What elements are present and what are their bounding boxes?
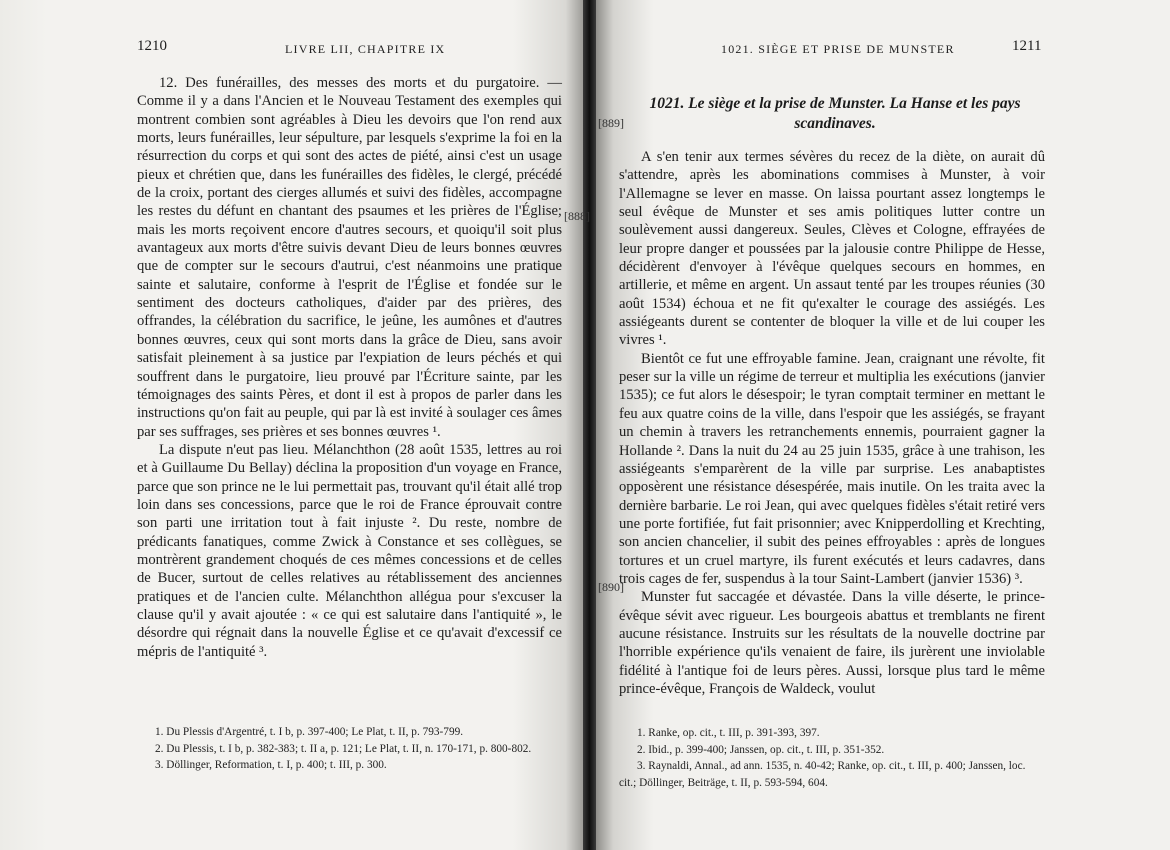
left-paragraph-1: 12. Des funérailles, des messes des morts et du purgatoire. — Comme il y a dans l'Ancien et le Nouveau Testament des exemples qui montrent combien sont agréables à Dieu les devoirs que l'on rend aux morts, leurs funérailles, leur sépulture, par lesquels s'exprime la foi en la résurrection du corps et qui sont des actes de piété, ainsi c'est un usage pieux et chrétien que, dans les funérailles des fidèles, le clergé, précédé de la croix, portant des cierges allumés et suivi des fidèles, accompagne les restes du défunt en chantant des psaumes et les prières de l'Église; mais les morts reçoivent encore d'autres secours, et quoiqu'il soit plus avantageux aux morts d'être suivis devant Dieu de leurs bonnes œuvres que de compter sur le secours d'autrui, c'est néanmoins une pratique sainte et salutaire, conforme à l'esprit de l'Église et fondée sur le sentiment des docteurs catholiques, d'aider par des prières, des offrandes, la célébration du sacrifice, le jeûne, les aumônes et d'autres bonnes œuvres, ceux qui sont morts dans la grâce de Dieu, sans avoir satisfait pleinement à sa justice par l'expiation de leurs péchés et qui souffrent dans le purgatoire, lieu prouvé par l'Écriture sainte, par les témoignages des saints Pères, et dont il est à propos de parler dans les instructions qu'on fait au peuple, qui par là est invité à soulager ces âmes par ses suffrages, ses prières et ses bonnes œuvres ¹. [137, 75, 562, 440]
right-paragraph-2: Bientôt ce fut une effroyable famine. Jean, craignant une révolte, fit peser sur la ville un régime de terreur et multiplia les exécutions (janvier 1535); ce fut alors le désespoir; le tyran comptait terminer en mettant le feu aux quatre coins de la ville, dans l'espoir que les assiégés, se frayant un chemin à travers les retranchements ennemis, pourraient gagner la Hollande ². Dans la nuit du 24 au 25 juin 1535, grâce à une trahison, les assiégeants s'emparèrent de la ville par surprise. Les anabaptistes opposèrent une résistance désespérée, mais inutile. On les traita avec la dernière barbarie. Le roi Jean, qui avec quelques fidèles s'était retiré vers une porte fortifiée, fut fait prisonnier; avec Knipperdolling et Krechting, son ancien chancelier, il subit des peines effroyables : après de longues tortures et un cruel martyre, ils furent exécutés et leurs cadavres, dans trois cages de fer, suspendus à la tour Saint-Lambert (janvier 1536) ³. [619, 350, 1045, 587]
left-page-number: 1210 [137, 38, 167, 54]
right-footnote-1: 1. Ranke, op. cit., t. III, p. 391-393, 397. [637, 727, 820, 739]
left-footnote-2: 2. Du Plessis, t. I b, p. 382-383; t. II a, p. 121; Le Plat, t. II, n. 170-171, p. 800-802. [155, 742, 532, 755]
margin-mark-890: [890] [598, 580, 624, 594]
right-footnotes [619, 725, 1045, 791]
left-footnote-1: 1. Du Plessis d'Argentré, t. I b, p. 397-400; Le Plat, t. II, p. 793-799. [155, 726, 464, 738]
left-footnote-3: 3. Döllinger, Reformation, t. I, p. 400; t. III, p. 300. [155, 759, 387, 771]
right-running-head: 1021. SIÈGE ET PRISE DE MUNSTER [721, 42, 955, 56]
margin-mark-889: [889] [598, 116, 624, 130]
left-body-text [137, 74, 562, 661]
right-footnote-2: 2. Ibid., p. 399-400; Janssen, op. cit., t. III, p. 351-352. [637, 743, 885, 756]
section-title-line-2: scandinaves. [794, 115, 876, 132]
right-page [596, 0, 1170, 850]
right-body-text [619, 148, 1045, 698]
right-paragraph-3: Munster fut saccagée et dévastée. Dans la ville déserte, le prince-évêque sévit avec rigueur. Les bourgeois abattus et tremblants ne firent aucune résistance. Instruits sur les résultats de la nouvelle doctrine par l'horrible expérience qu'ils venaient de faire, ils jurèrent une inviolable fidélité à l'antique foi de leurs pères. Aussi, lorsque plus tard le même prince-évêque, François de Waldeck, voulut [619, 589, 1045, 697]
margin-mark-888: [888] [564, 209, 590, 223]
book-gutter [583, 0, 596, 850]
section-title [616, 94, 1054, 134]
section-title-line-1: 1021. Le siège et la prise de Munster. La Hanse et les pays [649, 95, 1021, 112]
right-paragraph-1: A s'en tenir aux termes sévères du recez de la diète, on aurait dû s'attendre, après les abominations commises à Munster, à voir l'Allemagne se lever en masse. On laissa pourtant assez longtemps le seul évêque de Munster et ses amis politiques lutter contre un soulèvement aussi dangereux. Seules, Clèves et Cologne, effrayées de leur propre danger et poussées par la jalousie contre Philippe de Hesse, décidèrent d'envoyer à l'évêque quelques secours en hommes, en artillerie, et même en argent. Un assaut tenté par les troupes réunies (30 août 1534) échoua et ne fit qu'exalter le courage des assiégés. Les assiégeants durent se contenter de bloquer la ville et de lui couper les vivres ¹. [619, 149, 1045, 349]
left-page [0, 0, 583, 850]
left-paragraph-2: La dispute n'eut pas lieu. Mélanchthon (28 août 1535, lettres au roi et à Guillaume Du Bellay) déclina la proposition d'un voyage en France, parce que son prince ne le lui permettait pas, trouvant qu'il était allé trop loin dans ses concessions, parce que le roi de France éprouvait contre son parti une irritation tout à fait injuste ². Du reste, nombre de prédicants fanatiques, comme Zwick à Constance et ses collègues, se montrèrent grandement choqués de ces mêmes concessions et de celles de Bucer, surtout de celles relatives au rétablissement des anciennes pratiques et de l'ancien culte. Mélanchthon allégua pour s'excuser la clause qu'il y avait ajoutée : « ce qui est salutaire dans l'antiquité », le désordre qui régnait dans la nouvelle Église et ce qu'avait d'excessif ce mépris de l'antiquité ³. [137, 441, 562, 660]
right-page-number: 1211 [1012, 38, 1042, 54]
right-footnote-3: 3. Raynaldi, Annal., ad ann. 1535, n. 40-42; Ranke, op. cit., t. III, p. 400; Janssen, loc. cit.; Döllinger, Beiträge, t. II, p. 593-594, 604. [619, 760, 1026, 789]
left-running-head: LIVRE LII, CHAPITRE IX [285, 42, 446, 56]
left-footnotes [137, 724, 560, 774]
